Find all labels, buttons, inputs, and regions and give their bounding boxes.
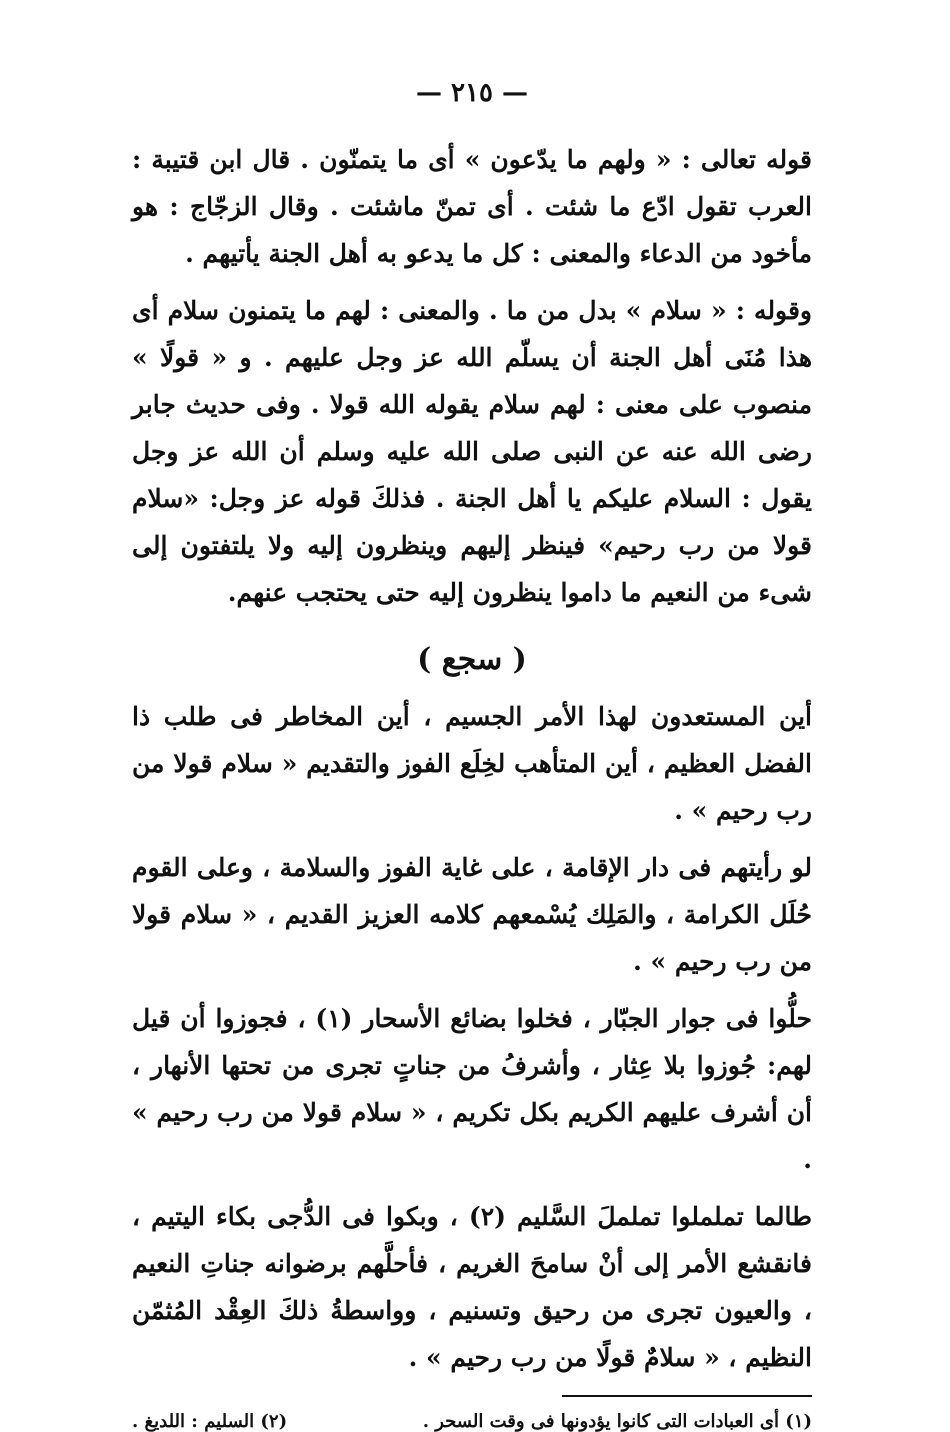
- footnote-1: (١) أى العبادات التى كانوا يؤدونها فى وقت السحر .: [422, 1411, 812, 1432]
- paragraph-saj-1: أين المستعدون لهذا الأمر الجسيم ، أين المخاطر فى طلب ذا الفضل العظيم ، أين المتأهب لخِلَع الفوز والتقديم « سلام قولا من رب رحيم » .: [132, 702, 812, 825]
- footnote-divider: [562, 1395, 812, 1397]
- section-heading-saj: ( سجع ): [417, 642, 527, 677]
- paragraph-saj-2: لو رأيتهم فى دار الإقامة ، على غاية الفوز والسلامة ، وعلى القوم حُلَل الكرامة ، والمَلِك يُسْمعهم كلامه العزيز القديم ، « سلام قولا من رب رحيم » .: [132, 853, 812, 976]
- paragraph-saj-3: حلُّوا فى جوار الجبّار ، فخلوا بضائع الأسحار (١) ، فجوزوا أن قيل لهم: جُوزوا بلا عِثار ، وأشرفُ من جناتٍ تجرى من تحتها الأنهار ، أن أشرف عليهم الكريم بكل تكريم ، « سلام قولا من رب رحيم » .: [132, 1004, 812, 1174]
- paragraph-tafsir-1: قوله تعالى : « ولهم ما يدّعون » أى ما يتمنّون . قال ابن قتيبة : العرب تقول ادّع ما شئت . أى تمنّ ماشئت . وقال الزجّاج : هو مأخود من الدعاء والمعنى : كل ما يدعو به أهل الجنة يأتيهم .: [132, 145, 812, 268]
- page-number: — ٢١٥ —: [415, 78, 529, 108]
- paragraph-tafsir-2: وقوله : « سلام » بدل من ما . والمعنى : لهم ما يتمنون سلام أى هذا مُنَى أهل الجنة أن يسلّم الله عز وجل عليهم . و « قولًا » منصوب على معنى : لهم سلام يقوله الله قولا . وفى حديث جابر رضى الله عنه عن النبى صلى الله عليه وسلم أن الله عز وجل يقول : السلام عليكم يا أهل الجنة . فذلكَ قوله عز وجل: «سلام قولا من رب رحيم» فينظر إليهم وينظرون إليه ولا يلتفتون إلى شىء من النعيم ما داموا ينظرون إليه حتى يحتجب عنهم.: [132, 296, 812, 607]
- footnote-2: (٢) السليم : اللديغ .: [132, 1411, 288, 1432]
- paragraph-saj-4: طالما تململوا تململَ السَّليم (٢) ، وبكوا فى الدُّجى بكاء اليتيم ، فانقشع الأمر إلى أنْ سامحَ الغريم ، فأحلَّهم برضوانه جناتِ النعيم ، والعيون تجرى من رحيق وتسنيم ، وواسطةُ ذلكَ العِقْد المُثمّن النظيم ، « سلامٌ قولًا من رب رحيم » .: [132, 1202, 812, 1372]
- footnotes: [132, 1411, 812, 1432]
